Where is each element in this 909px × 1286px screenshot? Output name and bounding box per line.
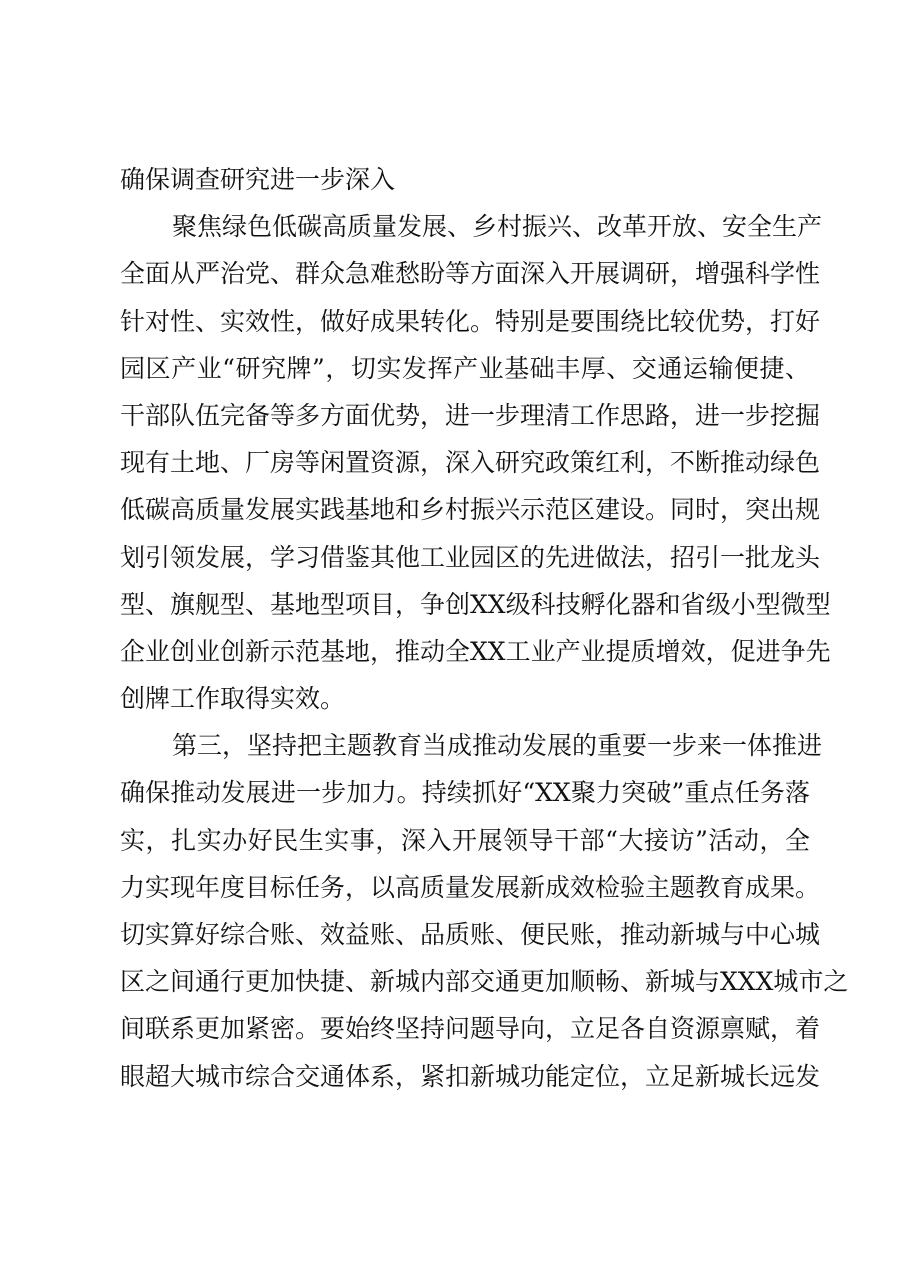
paragraph-line: 间联系更加紧密。要始终坚持问题导向，立足各自资源禀赋，着: [120, 1014, 821, 1044]
paragraph-line: 实，扎实办好民生实事，深入开展领导干部“大接访”活动，全: [120, 825, 810, 855]
paragraph-line: 创牌工作取得实效。: [120, 684, 346, 714]
paragraph-line: 切实算好综合账、效益账、品质账、便民账，推动新城与中心城: [120, 920, 821, 949]
paragraph-line: 型、旗舰型、基地型项目，争创XX级科技孵化器和省级小型微型: [120, 589, 831, 619]
paragraph-line: 企业创业创新示范基地，推动全XX工业产业提质增效，促进争先: [120, 636, 831, 666]
paragraph-line: 眼超大城市综合交通体系，紧扣新城功能定位，立足新城长远发: [120, 1061, 821, 1091]
document-body: [120, 156, 849, 1100]
paragraph-line: 针对性、实效性，做好成果转化。特别是要围绕比较优势，打好: [120, 306, 821, 336]
paragraph-line: 力实现年度目标任务，以高质量发展新成效检验主题教育成果。: [120, 872, 821, 902]
paragraph-line: 干部队伍完备等多方面优势，进一步理清工作思路，进一步挖掘: [120, 400, 821, 430]
paragraph-line: 低碳高质量发展实践基地和乡村振兴示范区建设。同时，突出规: [120, 495, 821, 525]
paragraph-line: 现有土地、厂房等闲置资源，深入研究政策红利，不断推动绿色: [120, 448, 821, 478]
paragraph-line: 第三，坚持把主题教育当成推动发展的重要一步来一体推进: [172, 731, 823, 761]
paragraph-line: 全面从严治党、群众急难愁盼等方面深入开展调研，增强科学性: [120, 259, 821, 289]
paragraph-line: 区之间通行更加快捷、新城内部交通更加顺畅、新城与XXX城市之: [120, 967, 849, 997]
paragraph-line: 划引领发展，学习借鉴其他工业园区的先进做法，招引一批龙头: [120, 542, 821, 572]
paragraph-line: 确保调查研究进一步深入: [120, 165, 396, 194]
paragraph-line: 确保推动发展进一步加力。持续抓好“XX聚力突破”重点任务落: [120, 778, 810, 808]
paragraph-line: 聚焦绿色低碳高质量发展、乡村振兴、改革开放、安全生产: [172, 212, 823, 242]
paragraph-line: 园区产业“研究牌”，切实发挥产业基础丰厚、交通运输便捷、: [120, 353, 810, 383]
